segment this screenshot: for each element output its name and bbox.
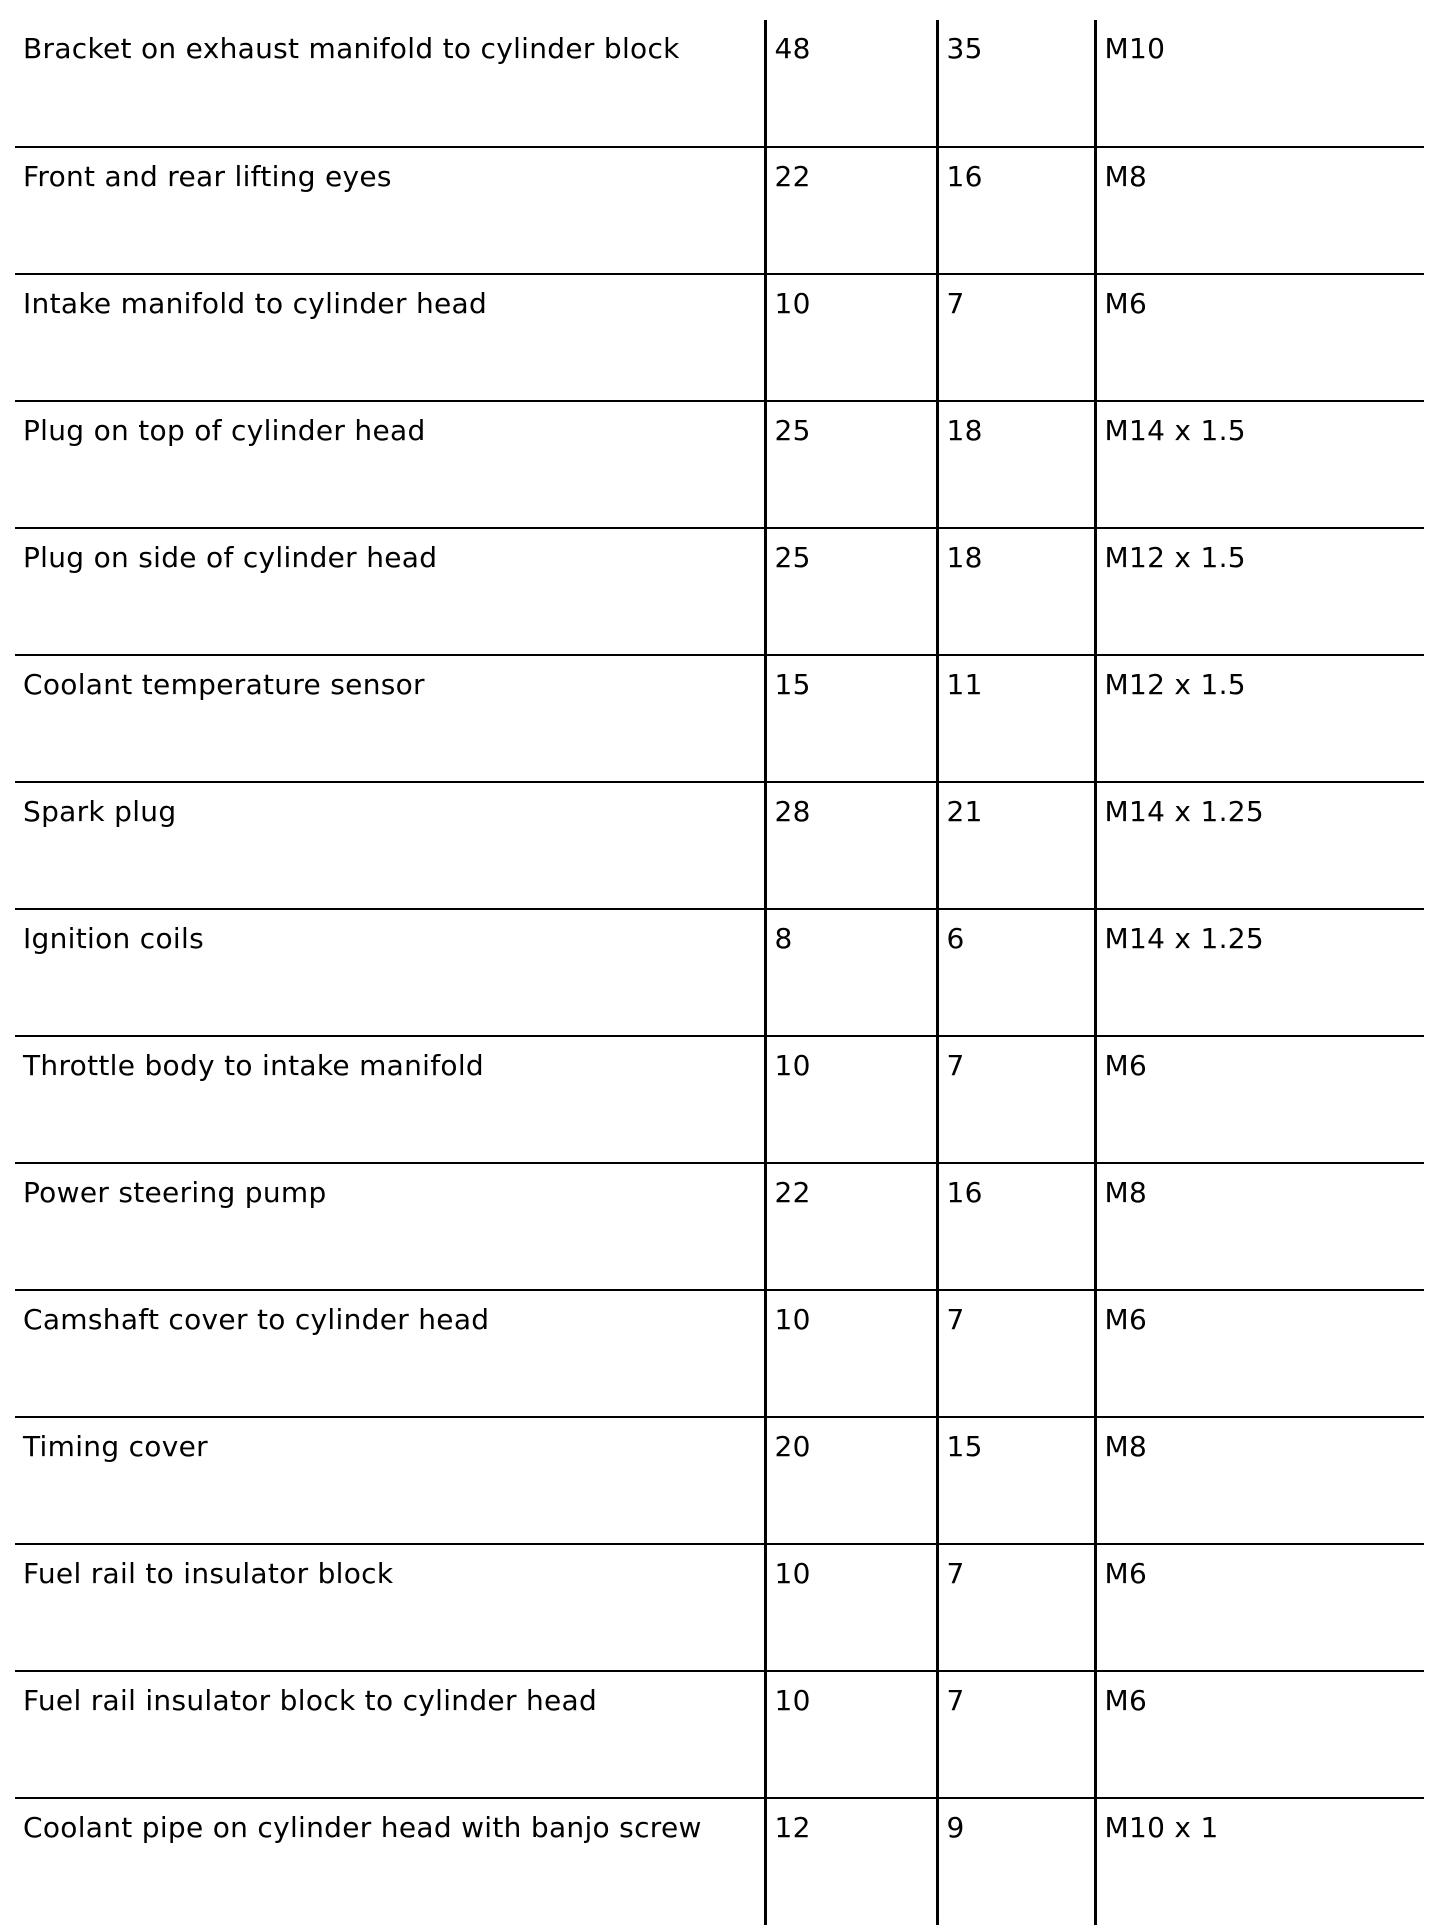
torque-spec-table-body bbox=[15, 20, 1424, 1925]
torque-nm-value: 10 bbox=[765, 1290, 937, 1417]
component-description: Plug on side of cylinder head bbox=[15, 528, 765, 655]
torque-lbf-ft-value: 11 bbox=[937, 655, 1095, 782]
torque-lbf-ft-value: 7 bbox=[937, 1290, 1095, 1417]
component-description: Fuel rail to insulator block bbox=[15, 1544, 765, 1671]
thread-size: M6 bbox=[1095, 1290, 1424, 1417]
table-row bbox=[15, 655, 1424, 782]
table-row bbox=[15, 20, 1424, 147]
table-row bbox=[15, 528, 1424, 655]
torque-nm-value: 25 bbox=[765, 528, 937, 655]
torque-lbf-ft-value: 6 bbox=[937, 909, 1095, 1036]
thread-size: M12 x 1.5 bbox=[1095, 655, 1424, 782]
component-description: Front and rear lifting eyes bbox=[15, 147, 765, 274]
thread-size: M14 x 1.25 bbox=[1095, 909, 1424, 1036]
torque-nm-value: 15 bbox=[765, 655, 937, 782]
torque-lbf-ft-value: 7 bbox=[937, 274, 1095, 401]
component-description: Ignition coils bbox=[15, 909, 765, 1036]
component-description: Intake manifold to cylinder head bbox=[15, 274, 765, 401]
torque-lbf-ft-value: 18 bbox=[937, 528, 1095, 655]
table-row bbox=[15, 1163, 1424, 1290]
component-description: Throttle body to intake manifold bbox=[15, 1036, 765, 1163]
torque-lbf-ft-value: 18 bbox=[937, 401, 1095, 528]
torque-nm-value: 25 bbox=[765, 401, 937, 528]
table-row bbox=[15, 1290, 1424, 1417]
component-description: Camshaft cover to cylinder head bbox=[15, 1290, 765, 1417]
thread-size: M6 bbox=[1095, 1544, 1424, 1671]
table-row bbox=[15, 1798, 1424, 1925]
component-description: Timing cover bbox=[15, 1417, 765, 1544]
thread-size: M8 bbox=[1095, 1163, 1424, 1290]
component-description: Bracket on exhaust manifold to cylinder block bbox=[23, 32, 680, 65]
table-row bbox=[15, 782, 1424, 909]
torque-lbf-ft-value: 21 bbox=[937, 782, 1095, 909]
torque-spec-table bbox=[15, 20, 1424, 1925]
torque-lbf-ft-value: 7 bbox=[937, 1036, 1095, 1163]
torque-lbf-ft-value: 9 bbox=[937, 1798, 1095, 1925]
component-description: Coolant temperature sensor bbox=[15, 655, 765, 782]
torque-lbf-ft-value: 16 bbox=[937, 1163, 1095, 1290]
thread-size: M6 bbox=[1095, 1671, 1424, 1798]
torque-nm-value: 8 bbox=[765, 909, 937, 1036]
thread-size: M10 x 1 bbox=[1095, 1798, 1424, 1925]
torque-nm-value: 10 bbox=[765, 1036, 937, 1163]
component-description: Spark plug bbox=[15, 782, 765, 909]
thread-size: M10 bbox=[1095, 20, 1424, 147]
torque-nm-value: 20 bbox=[765, 1417, 937, 1544]
table-row bbox=[15, 1036, 1424, 1163]
torque-nm-value: 48 bbox=[765, 20, 937, 147]
torque-nm-value: 10 bbox=[765, 1671, 937, 1798]
table-row bbox=[15, 274, 1424, 401]
table-row bbox=[15, 1544, 1424, 1671]
thread-size: M14 x 1.25 bbox=[1095, 782, 1424, 909]
component-description: Plug on top of cylinder head bbox=[15, 401, 765, 528]
table-row bbox=[15, 1671, 1424, 1798]
thread-size: M14 x 1.5 bbox=[1095, 401, 1424, 528]
thread-size: M12 x 1.5 bbox=[1095, 528, 1424, 655]
torque-nm-value: 22 bbox=[765, 147, 937, 274]
table-row bbox=[15, 401, 1424, 528]
thread-size: M8 bbox=[1095, 147, 1424, 274]
torque-lbf-ft-value: 15 bbox=[937, 1417, 1095, 1544]
table-row bbox=[15, 1417, 1424, 1544]
component-description: Fuel rail insulator block to cylinder head bbox=[15, 1671, 765, 1798]
torque-lbf-ft-value: 16 bbox=[937, 147, 1095, 274]
torque-nm-value: 12 bbox=[765, 1798, 937, 1925]
component-description: Coolant pipe on cylinder head with banjo screw bbox=[15, 1798, 765, 1925]
thread-size: M8 bbox=[1095, 1417, 1424, 1544]
torque-nm-value: 10 bbox=[765, 274, 937, 401]
torque-lbf-ft-value: 35 bbox=[937, 20, 1095, 147]
component-description: Power steering pump bbox=[15, 1163, 765, 1290]
torque-nm-value: 28 bbox=[765, 782, 937, 909]
torque-nm-value: 22 bbox=[765, 1163, 937, 1290]
table-row bbox=[15, 147, 1424, 274]
table-row bbox=[15, 909, 1424, 1036]
torque-lbf-ft-value: 7 bbox=[937, 1544, 1095, 1671]
thread-size: M6 bbox=[1095, 274, 1424, 401]
torque-lbf-ft-value: 7 bbox=[937, 1671, 1095, 1798]
torque-nm-value: 10 bbox=[765, 1544, 937, 1671]
thread-size: M6 bbox=[1095, 1036, 1424, 1163]
